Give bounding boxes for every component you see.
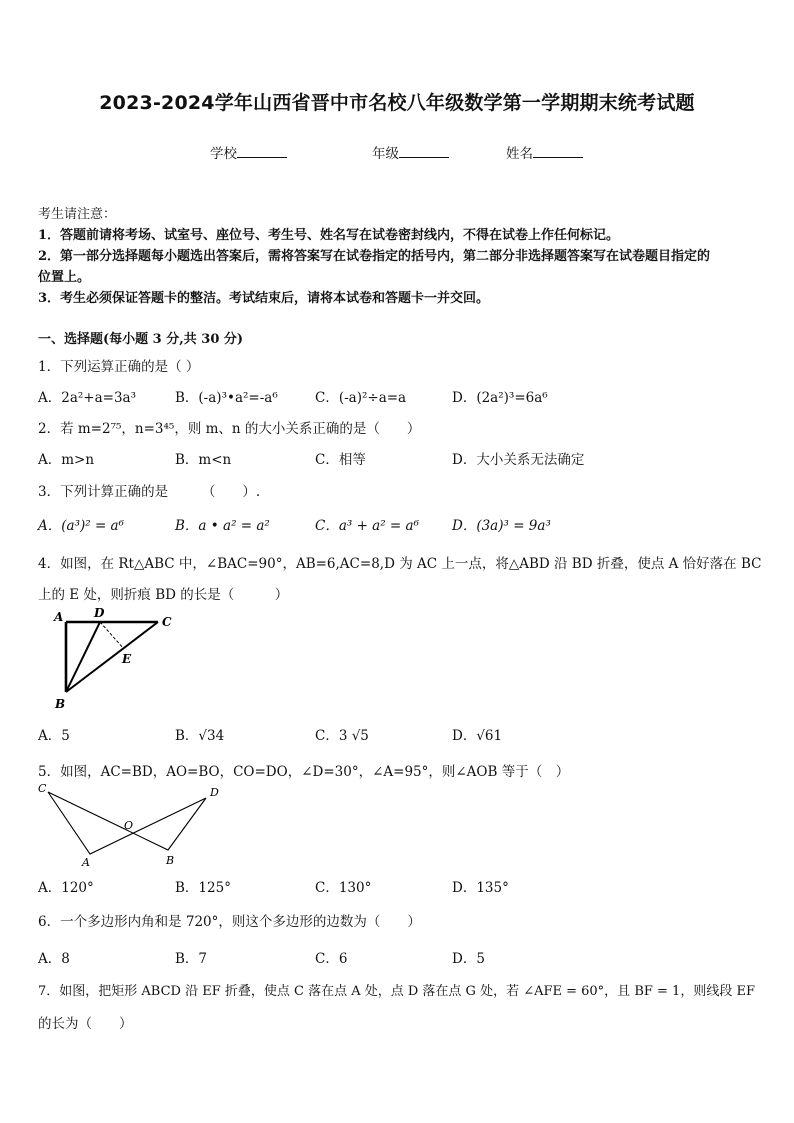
q4-label-e: E (122, 652, 132, 666)
q4-label-d: D (94, 606, 105, 620)
q4-segment-de (100, 622, 124, 649)
q4-stem-line1: 4．如图，在 Rt△ABC 中，∠BAC=90°，AB=6,AC=8,D 为 AC 上一点，将△ABD 沿 BD 折叠，使点 A 恰好落在 BC (38, 556, 762, 572)
q4-segment-bc (66, 622, 158, 692)
q4-stem-line2: 上的 E 处，则折痕 BD 的长是（ ） (38, 587, 289, 603)
q5-label-b: B (166, 854, 175, 867)
q5-figure (34, 780, 234, 870)
school-blank (237, 145, 287, 158)
q1-option-c: C．(-a)²÷a=a (315, 390, 407, 406)
q6-stem: 6．一个多边形内角和是 720°，则这个多边形的边数为（ ） (38, 914, 421, 930)
q5-label-o: O (124, 819, 134, 832)
q4-option-d: D．√61 (452, 728, 503, 744)
q4-segment-bd (66, 622, 100, 692)
q2-option-b: B．m<n (175, 452, 232, 468)
q6-option-d: D．5 (452, 951, 485, 967)
q4-option-b: B．√34 (175, 728, 225, 744)
q6-option-c: C．6 (315, 951, 348, 967)
q5-label-c: C (38, 782, 47, 795)
q3-option-a: A．(a³)² = a⁶ (38, 518, 125, 534)
q7-stem-line2: 的长为（ ） (38, 1016, 133, 1032)
name-blank (533, 145, 583, 158)
q2-option-c: C．相等 (315, 452, 366, 468)
q5-option-c: C．130° (315, 880, 372, 896)
q5-stem: 5．如图，AC=BD，AO=BO，CO=DO，∠D=30°，∠A=95°，则∠AOB 等于（ ） (38, 764, 570, 780)
q3-option-c: C．a³ + a² = a⁶ (315, 518, 419, 534)
exam-title: 2023-2024学年山西省晋中市名校八年级数学第一学期期末统考试题 (99, 92, 695, 114)
q4-label-a: A (54, 610, 64, 624)
grade-blank (399, 145, 449, 158)
q4-option-c: C．3 √5 (315, 728, 369, 744)
q2-option-a: A．m>n (38, 452, 95, 468)
school-field (210, 142, 287, 162)
name-field (506, 142, 583, 162)
q5-option-b: B．125° (175, 880, 231, 896)
q5-option-d: D．135° (452, 880, 509, 896)
q4-figure (40, 604, 190, 712)
q4-label-c: C (162, 615, 172, 629)
q5-label-a: A (82, 856, 90, 869)
q6-option-a: A．8 (38, 951, 70, 967)
q1-option-b: B．(-a)³•a²=-a⁶ (175, 390, 278, 406)
notice-heading: 考生请注意： (38, 207, 117, 222)
notice-item-2: 2．第一部分选择题每小题选出答案后，需将答案写在试卷指定的括号内，第二部分非选择题答案写在试卷题目指定的 (38, 249, 711, 264)
q1-option-d: D．(2a²)³=6a⁶ (452, 390, 548, 406)
q5-label-d: D (210, 786, 219, 799)
q2-option-d: D．大小关系无法确定 (452, 452, 585, 468)
q6-option-b: B．7 (175, 951, 208, 967)
q7-stem-line1: 7．如图，把矩形 ABCD 沿 EF 折叠，使点 C 落在点 A 处，点 D 落在点 G 处，若 ∠AFE = 60°，且 BF = 1，则线段 EF (38, 984, 755, 999)
q3-option-d: D．(3a)³ = 9a³ (452, 518, 551, 534)
q4-label-b: B (55, 697, 66, 711)
grade-label: 年级 (372, 146, 399, 162)
q1-option-a: A．2a²+a=3a³ (38, 390, 137, 406)
q3-option-b: B．a • a² = a² (175, 518, 270, 534)
notice-item-2-cont: 位置上。 (38, 270, 91, 285)
q5-option-a: A．120° (38, 880, 94, 896)
notice-item-1: 1．答题前请将考场、试室号、座位号、考生号、姓名写在试卷密封线内，不得在试卷上作任何标记。 (38, 228, 620, 243)
q4-option-a: A．5 (38, 728, 70, 744)
q3-stem: 3．下列计算正确的是 （ ）. (38, 484, 261, 500)
q2-stem: 2．若 m=2⁷⁵，n=3⁴⁵，则 m、n 的大小关系正确的是（ ） (38, 421, 421, 437)
grade-field (372, 142, 449, 162)
q1-stem: 1．下列运算正确的是（ ） (38, 359, 200, 375)
name-label: 姓名 (506, 146, 533, 162)
notice-item-3: 3．考生必须保证答题卡的整洁。考试结束后，请将本试卷和答题卡一并交回。 (38, 291, 490, 306)
section-heading: 一、选择题(每小题 3 分,共 30 分) (38, 332, 244, 347)
school-label: 学校 (210, 146, 237, 162)
